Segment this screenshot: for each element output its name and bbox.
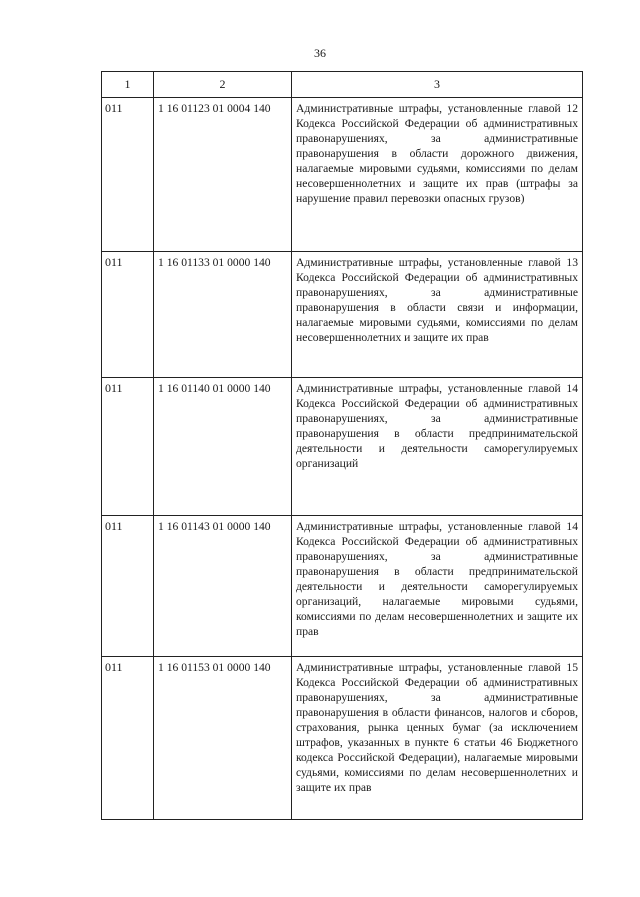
admin-code-cell: 011 bbox=[102, 252, 154, 378]
admin-code-cell: 011 bbox=[102, 98, 154, 252]
table-row bbox=[102, 378, 583, 516]
kbk-code-cell: 1 16 01133 01 0000 140 bbox=[154, 252, 292, 378]
admin-code-cell: 011 bbox=[102, 657, 154, 820]
column-header-1: 1 bbox=[102, 72, 154, 98]
kbk-code-cell: 1 16 01143 01 0000 140 bbox=[154, 516, 292, 657]
description-cell: Административные штрафы, установленные главой 13 Кодекса Российской Федерации об административных правонарушениях, за административные правонарушения в области связи и информации, налагаемые мировыми судьями, комиссиями по делам несовершеннолетних и защите их прав bbox=[292, 252, 583, 378]
table-row bbox=[102, 252, 583, 378]
kbk-code-cell: 1 16 01123 01 0004 140 bbox=[154, 98, 292, 252]
table-header-row bbox=[102, 72, 583, 98]
table-row bbox=[102, 657, 583, 820]
description-cell: Административные штрафы, установленные главой 12 Кодекса Российской Федерации об административных правонарушениях, за административные правонарушения в области дорожного движения, налагаемые мировыми судьями, комиссиями по делам несовершеннолетних и защите их прав (штрафы за нарушение правил перевозки опасных грузов) bbox=[292, 98, 583, 252]
description-cell: Административные штрафы, установленные главой 14 Кодекса Российской Федерации об административных правонарушениях, за административные правонарушения в области предпринимательской деятельности и деятельности саморегулируемых организаций bbox=[292, 378, 583, 516]
table-row bbox=[102, 516, 583, 657]
description-cell: Административные штрафы, установленные главой 15 Кодекса Российской Федерации об административных правонарушениях, за административные правонарушения в области финансов, налогов и сборов, страхования, рынка ценных бумаг (за исключением штрафов, указанных в пункте 6 статьи 46 Бюджетного кодекса Российской Федерации), налагаемые мировыми судьями, комиссиями по делам несовершеннолетних и защите их прав bbox=[292, 657, 583, 820]
description-cell: Административные штрафы, установленные главой 14 Кодекса Российской Федерации об административных правонарушениях, за административные правонарушения в области предпринимательской деятельности и деятельности саморегулируемых организаций, налагаемые мировыми судьями, комиссиями по делам несовершеннолетних и защите их прав bbox=[292, 516, 583, 657]
budget-codes-table bbox=[101, 71, 583, 820]
kbk-code-cell: 1 16 01140 01 0000 140 bbox=[154, 378, 292, 516]
kbk-code-cell: 1 16 01153 01 0000 140 bbox=[154, 657, 292, 820]
admin-code-cell: 011 bbox=[102, 516, 154, 657]
column-header-2: 2 bbox=[154, 72, 292, 98]
admin-code-cell: 011 bbox=[102, 378, 154, 516]
table-row bbox=[102, 98, 583, 252]
column-header-3: 3 bbox=[292, 72, 583, 98]
page-number: 36 bbox=[314, 46, 326, 60]
